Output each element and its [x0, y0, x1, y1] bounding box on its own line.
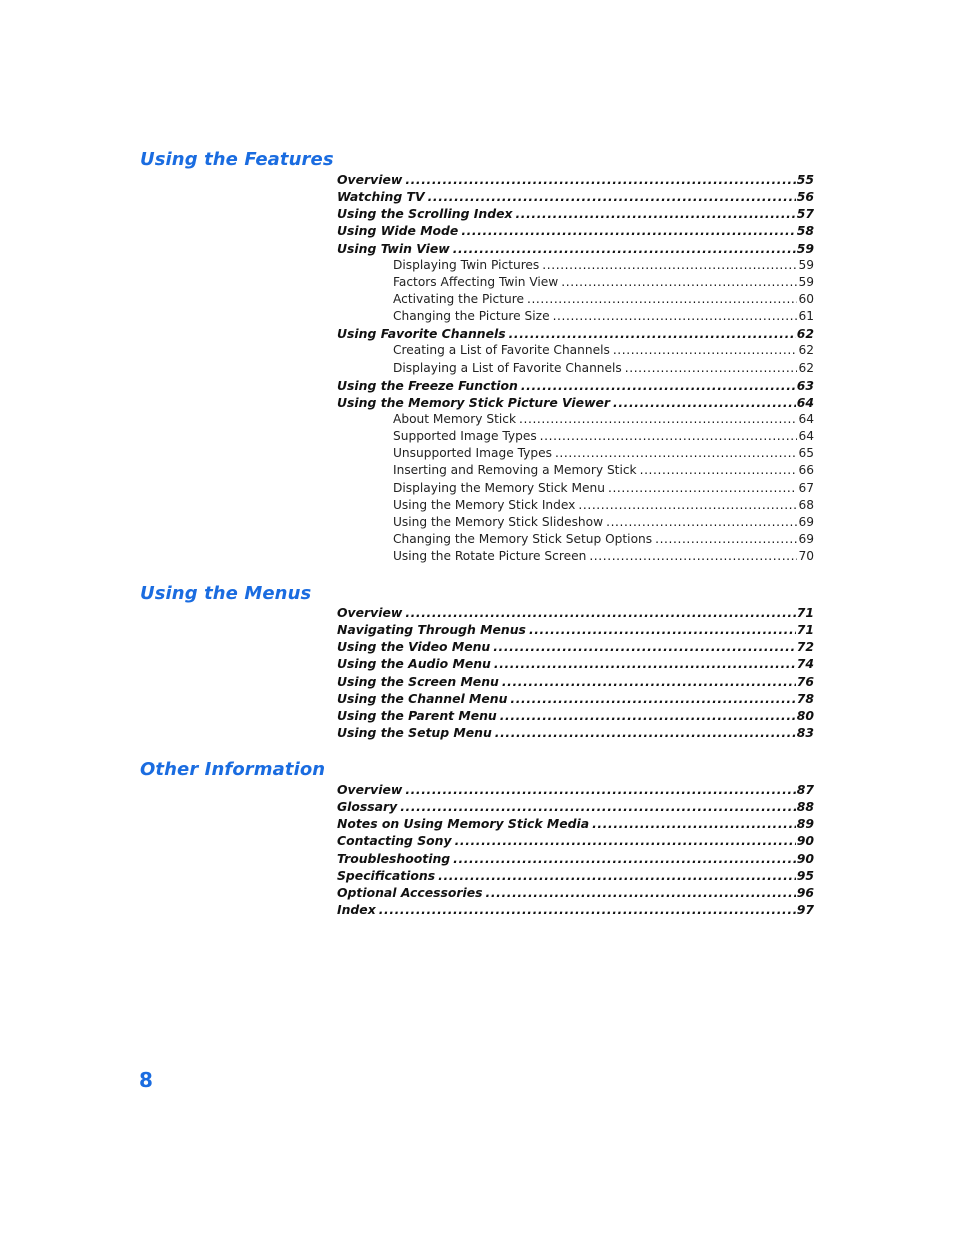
dot-leader: [553, 308, 798, 325]
toc-entry-page: 56: [796, 189, 814, 205]
toc-entry[interactable]: [337, 850, 814, 867]
toc-entry-label: Using the Memory Stick Picture Viewer: [337, 394, 611, 410]
dot-leader: [510, 690, 795, 707]
toc-entry[interactable]: [337, 867, 814, 884]
toc-entry-page: 64: [798, 429, 814, 444]
dot-leader: [453, 240, 796, 257]
dot-leader: [500, 707, 796, 724]
toc-entry-label: Unsupported Image Types: [393, 446, 552, 461]
dot-leader: [495, 724, 796, 741]
toc-entry[interactable]: [337, 832, 814, 849]
toc-entry-page: 80: [796, 707, 814, 723]
toc-entry-label: Overview: [337, 172, 403, 187]
toc-entry-page: 57: [796, 206, 814, 222]
dot-leader: [613, 342, 798, 359]
dot-leader: [493, 638, 796, 655]
toc-entry-page: 78: [796, 690, 814, 706]
toc-entry-label: Activating the Picture: [393, 291, 524, 306]
toc-entry-page: 67: [798, 480, 814, 495]
toc-entry[interactable]: [337, 638, 814, 655]
toc-entry[interactable]: [337, 360, 814, 377]
toc-entry-page: 62: [796, 326, 814, 342]
toc-entry[interactable]: [337, 428, 814, 445]
toc-entry[interactable]: [337, 707, 814, 724]
toc-entry-page: 64: [798, 411, 814, 426]
toc-entry[interactable]: [337, 531, 814, 548]
toc-entry-page: 87: [796, 782, 814, 797]
dot-leader: [521, 377, 796, 394]
section-title-other-information: Other Information: [140, 759, 326, 780]
dot-leader: [438, 867, 796, 884]
toc-entry[interactable]: [337, 342, 814, 359]
toc-entry[interactable]: [337, 655, 814, 672]
toc-entry[interactable]: [337, 291, 814, 308]
toc-entry[interactable]: [337, 188, 814, 205]
toc-entry[interactable]: [337, 257, 814, 274]
toc-entry-label: Displaying the Memory Stick Menu: [393, 480, 605, 495]
toc-entry-page: 96: [796, 884, 814, 900]
toc-entry-label: Watching TV: [337, 189, 425, 205]
toc-entry[interactable]: [337, 781, 814, 798]
toc-entry-label: Displaying a List of Favorite Channels: [393, 360, 622, 375]
toc-entry-page: 64: [796, 394, 814, 410]
toc-entry-page: 95: [796, 867, 814, 883]
toc-entry-label: Using the Memory Stick Index: [393, 497, 576, 512]
toc-entry[interactable]: [337, 308, 814, 325]
page-number: 8: [139, 1068, 153, 1092]
toc-entry-page: 89: [796, 816, 814, 832]
toc-entry[interactable]: [337, 394, 814, 411]
toc-entry-label: Displaying Twin Pictures: [393, 257, 540, 272]
toc-entry-page: 65: [798, 446, 814, 461]
dot-leader: [379, 901, 796, 918]
toc-entry[interactable]: [337, 724, 814, 741]
toc-entry-page: 55: [796, 172, 814, 187]
dot-leader: [405, 171, 795, 188]
toc-entry-page: 63: [796, 377, 814, 393]
toc-entry-label: Using the Scrolling Index: [337, 206, 513, 222]
toc-entry-label: Using Favorite Channels: [337, 326, 506, 342]
toc-entry[interactable]: [337, 514, 814, 531]
section-title-menus: Using the Menus: [140, 583, 312, 604]
dot-leader: [592, 815, 796, 832]
dot-leader: [555, 445, 798, 462]
dot-leader: [515, 205, 795, 222]
dot-leader: [542, 257, 797, 274]
toc-entry-label: Changing the Memory Stick Setup Options: [393, 531, 653, 546]
dot-leader: [606, 514, 797, 531]
dot-leader: [561, 274, 797, 291]
toc-entry-page: 88: [796, 799, 814, 815]
toc-entry-page: 71: [796, 605, 814, 620]
section-title-features: Using the Features: [140, 149, 334, 170]
dot-leader: [405, 604, 795, 621]
toc-entry-label: Supported Image Types: [393, 429, 537, 444]
toc-entry[interactable]: [337, 815, 814, 832]
toc-entry-page: 62: [798, 343, 814, 358]
toc-entry[interactable]: [337, 548, 814, 565]
toc-entry[interactable]: [337, 497, 814, 514]
toc-entry-label: Using the Parent Menu: [337, 707, 497, 723]
toc-entry[interactable]: [337, 462, 814, 479]
toc-entry-label: Overview: [337, 782, 403, 797]
toc-entry-page: 59: [796, 240, 814, 256]
toc-entry[interactable]: [337, 673, 814, 690]
toc-entry-page: 97: [796, 901, 814, 917]
toc-entry-page: 90: [796, 850, 814, 866]
dot-leader: [578, 497, 797, 514]
toc-entry[interactable]: [337, 798, 814, 815]
toc-entry-label: About Memory Stick: [393, 411, 517, 426]
toc-entry-page: 69: [798, 514, 814, 529]
dot-leader: [613, 394, 796, 411]
toc-entry-label: Index: [337, 901, 376, 917]
toc-entry[interactable]: [337, 274, 814, 291]
toc-entry[interactable]: [337, 240, 814, 257]
toc-entry-page: 90: [796, 833, 814, 849]
toc-entry-label: Notes on Using Memory Stick Media: [337, 816, 590, 832]
toc-entry-label: Creating a List of Favorite Channels: [393, 343, 610, 358]
dot-leader: [455, 832, 796, 849]
toc-entry-label: Optional Accessories: [337, 884, 483, 900]
toc-entry[interactable]: [337, 621, 814, 638]
dot-leader: [625, 360, 798, 377]
dot-leader: [486, 884, 796, 901]
toc-entry-page: 69: [798, 531, 814, 546]
toc-entry[interactable]: [337, 604, 814, 621]
dot-leader: [494, 655, 796, 672]
dot-leader: [509, 325, 796, 342]
toc-entry-label: Contacting Sony: [337, 833, 452, 849]
toc-entry-label: Using the Channel Menu: [337, 690, 508, 706]
toc-entry-page: 71: [796, 622, 814, 638]
toc-entry-page: 68: [798, 497, 814, 512]
toc-entry-page: 72: [796, 639, 814, 655]
toc-list-menus: [337, 604, 814, 741]
toc-entry-label: Specifications: [337, 867, 436, 883]
toc-entry-page: 59: [798, 257, 814, 272]
toc-entry[interactable]: [337, 690, 814, 707]
toc-entry-label: Using the Audio Menu: [337, 656, 491, 672]
toc-entry[interactable]: [337, 884, 814, 901]
toc-entry[interactable]: [337, 445, 814, 462]
toc-entry-page: 60: [798, 291, 814, 306]
toc-entry-page: 74: [796, 656, 814, 672]
toc-entry[interactable]: [337, 171, 814, 188]
toc-entry-label: Factors Affecting Twin View: [393, 274, 559, 289]
dot-leader: [400, 798, 796, 815]
dot-leader: [519, 411, 797, 428]
toc-entry-label: Inserting and Removing a Memory Stick: [393, 463, 637, 478]
dot-leader: [453, 850, 796, 867]
toc-entry-page: 76: [796, 673, 814, 689]
toc-entry-label: Navigating Through Menus: [337, 622, 526, 638]
dot-leader: [640, 462, 798, 479]
dot-leader: [608, 480, 798, 497]
toc-entry-label: Troubleshooting: [337, 850, 451, 866]
toc-entry-label: Glossary: [337, 799, 398, 815]
toc-entry[interactable]: [337, 222, 814, 239]
toc-entry[interactable]: [337, 377, 814, 394]
toc-entry-label: Using Wide Mode: [337, 223, 459, 239]
toc-entry-label: Using the Freeze Function: [337, 377, 518, 393]
toc-entry-page: 70: [798, 549, 814, 564]
dot-leader: [461, 222, 795, 239]
dot-leader: [502, 673, 796, 690]
toc-entry-label: Changing the Picture Size: [393, 309, 550, 324]
toc-entry-label: Using the Video Menu: [337, 639, 491, 655]
toc-entry-label: Using the Rotate Picture Screen: [393, 549, 587, 564]
toc-entry[interactable]: [337, 411, 814, 428]
toc-entry-page: 59: [798, 274, 814, 289]
dot-leader: [527, 291, 798, 308]
toc-entry-label: Using Twin View: [337, 240, 450, 256]
toc-entry-label: Overview: [337, 605, 403, 620]
toc-entry[interactable]: [337, 480, 814, 497]
toc-entry-label: Using the Screen Menu: [337, 673, 499, 689]
dot-leader: [529, 621, 796, 638]
toc-entry[interactable]: [337, 901, 814, 918]
toc-entry[interactable]: [337, 205, 814, 222]
toc-entry-page: 58: [796, 223, 814, 239]
dot-leader: [589, 548, 797, 565]
toc-entry-label: Using the Memory Stick Slideshow: [393, 514, 604, 529]
toc-entry-page: 62: [798, 360, 814, 375]
dot-leader: [540, 428, 798, 445]
dot-leader: [405, 781, 795, 798]
toc-entry-label: Using the Setup Menu: [337, 724, 492, 740]
toc-entry-page: 66: [798, 463, 814, 478]
dot-leader: [655, 531, 797, 548]
toc-entry-page: 83: [796, 724, 814, 740]
toc-list-features: [337, 171, 814, 565]
toc-entry[interactable]: [337, 325, 814, 342]
toc-list-other-information: [337, 781, 814, 918]
dot-leader: [428, 188, 796, 205]
toc-entry-page: 61: [798, 309, 814, 324]
